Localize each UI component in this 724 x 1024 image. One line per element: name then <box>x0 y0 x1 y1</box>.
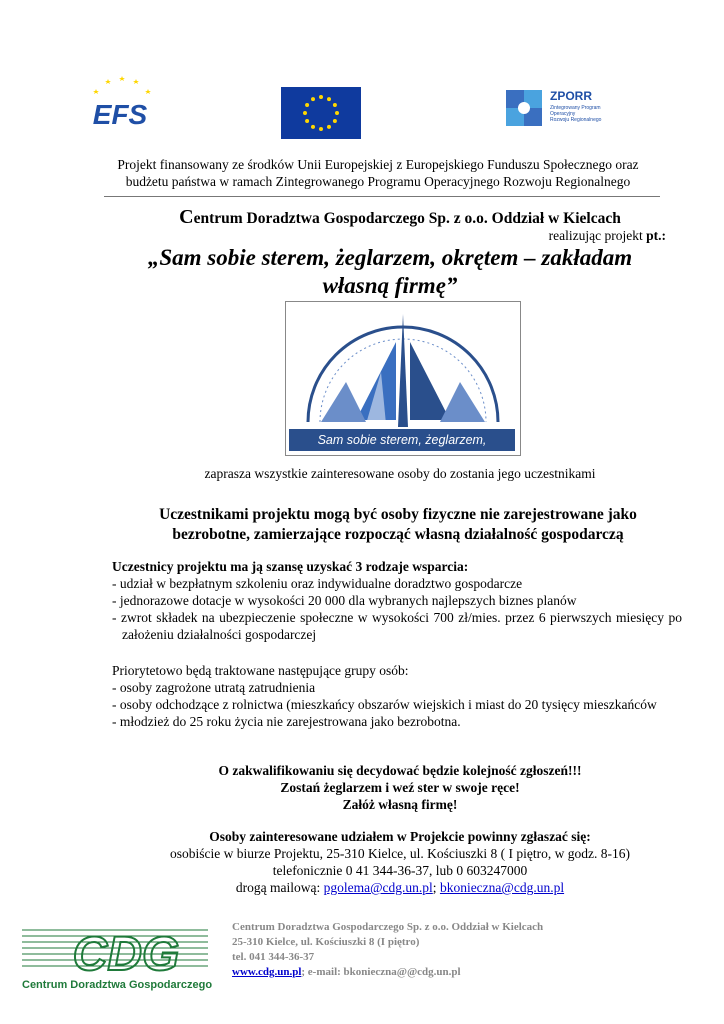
eu-star-icon <box>305 103 309 107</box>
contact-email-prefix: drogą mailową: <box>235 880 324 895</box>
eu-star-icon <box>333 103 337 107</box>
footer-website-link[interactable]: www.cdg.un.pl <box>232 966 302 978</box>
realizing-text: realizując projekt <box>548 228 647 243</box>
footer-line-4 <box>232 965 702 980</box>
priority-section <box>112 662 682 730</box>
cta-line-1: O zakwalifikowaniu się decydować będzie kolejność zgłoszeń!!! <box>218 763 582 778</box>
eu-star-icon <box>319 127 323 131</box>
eligibility-headline <box>108 505 688 545</box>
zporr-sub-3: Rozwoju Regionalnego <box>550 117 602 123</box>
eu-star-icon <box>319 95 323 99</box>
email-link-bkonieczna[interactable]: bkonieczna@cdg.un.pl <box>439 880 565 895</box>
email-link-pgolema[interactable]: pgolema@cdg.un.pl <box>323 880 433 895</box>
cdg-logo <box>18 920 218 996</box>
organizer-initial: C <box>179 206 194 228</box>
header-divider <box>104 196 660 197</box>
contact-email-line <box>120 879 680 896</box>
zporr-sub-1: Zintegrowany Program <box>550 105 601 111</box>
organizer-rest: entrum Doradztwa Gospodarczego Sp. z o.o. Oddział w Kielcach <box>193 210 621 227</box>
footer-email: ; e-mail: bkonieczna@@cdg.un.pl <box>301 966 461 978</box>
funding-line-2: budżetu państwa w ramach Zintegrowanego Programu Operacyjnego Rozwoju Regionalnego <box>125 174 631 189</box>
eu-star-icon <box>311 125 315 129</box>
cdg-tagline: Centrum Doradztwa Gospodarczego <box>22 979 213 991</box>
funding-statement <box>98 156 658 190</box>
eu-star-icon <box>335 111 339 115</box>
invitation-text: zaprasza wszystkie zainteresowane osoby do zostania jego uczestnikami <box>204 466 596 481</box>
eu-flag-logo <box>281 87 361 139</box>
footer-address <box>232 920 702 980</box>
project-title <box>90 244 690 300</box>
contact-email-separator: ; <box>432 880 440 895</box>
eu-star-icon <box>311 97 315 101</box>
cta-line-2: Zostań żeglarzem i weź ster w swoje ręce! <box>280 780 520 795</box>
contact-section <box>120 828 680 896</box>
zporr-logo <box>504 84 624 134</box>
footer-line-3: tel. 041 344-36-37 <box>232 951 315 963</box>
organizer-name <box>140 206 660 229</box>
eligibility-line-2: bezrobotne, zamierzające rozpocząć własną działalność gospodarczą <box>172 526 624 543</box>
support-lead: Uczestnicy projektu ma ją szansę uzyskać 3 rodzaje wsparcia: <box>112 559 469 574</box>
project-title-line-1: „Sam sobie sterem, żeglarzem, okrętem – zakładam <box>147 245 633 270</box>
priority-item-1: - osoby zagrożone utratą zatrudnienia <box>112 680 316 695</box>
contact-phone: telefonicznie 0 41 344-36-37, lub 0 603247000 <box>272 863 528 878</box>
eu-star-icon <box>327 125 331 129</box>
call-to-action <box>140 762 660 813</box>
efs-logo <box>78 72 162 132</box>
cdg-letters: CDG <box>72 928 180 981</box>
project-logo-caption: Sam sobie sterem, żeglarzem, okrętem... <box>289 429 515 451</box>
project-title-line-2: własną firmę” <box>322 273 458 298</box>
zporr-title: ZPORR <box>550 89 592 103</box>
priority-lead: Priorytetowo będą traktowane następujące grupy osób: <box>112 663 409 678</box>
priority-item-2: - osoby odchodzące z rolnictwa (mieszkańcy obszarów wiejskich i miast do 20 tysięcy mieszkańców <box>112 697 657 712</box>
footer-line-2: 25-310 Kielce, ul. Kościuszki 8 (I piętro) <box>232 936 420 948</box>
support-item-3: - zwrot składek na ubezpieczenie społeczne w wysokości 700 zł/mies. przez 6 pierwszych miesięcy po założeniu działalności gospodarczej <box>112 610 682 642</box>
eu-star-icon <box>327 97 331 101</box>
funding-line-1: Projekt finansowany ze środków Unii Europejskiej z Europejskiego Funduszu Społecznego oraz <box>117 157 639 172</box>
cta-line-3: Załóż własną firmę! <box>342 797 458 812</box>
eu-star-icon <box>305 119 309 123</box>
realizing-abbr: pt.: <box>646 228 666 243</box>
support-section <box>112 558 682 643</box>
efs-text: EFS <box>92 99 148 130</box>
support-item-1: - udział w bezpłatnym szkoleniu oraz indywidualne doradztwo gospodarcze <box>112 576 523 591</box>
priority-item-3: - młodzież do 25 roku życia nie zarejestrowana jako bezrobotna. <box>112 714 461 729</box>
eu-star-icon <box>303 111 307 115</box>
support-item-2: - jednorazowe dotacje w wysokości 20 000 dla wybranych najlepszych biznes planów <box>112 593 577 608</box>
eu-star-icon <box>333 119 337 123</box>
footer-line-1: Centrum Doradztwa Gospodarczego Sp. z o.o. Oddział w Kielcach <box>232 921 544 933</box>
eligibility-line-1: Uczestnikami projektu mogą być osoby fizyczne nie zarejestrowane jako <box>159 506 637 523</box>
realizing-project <box>270 228 666 244</box>
contact-in-person: osobiście w biurze Projektu, 25-310 Kielce, ul. Kościuszki 8 ( I piętro, w godz. 8-16) <box>169 846 631 861</box>
contact-lead: Osoby zainteresowane udziałem w Projekcie powinny zgłaszać się: <box>209 829 591 844</box>
zporr-sub-2: Operacyjny <box>550 111 576 117</box>
